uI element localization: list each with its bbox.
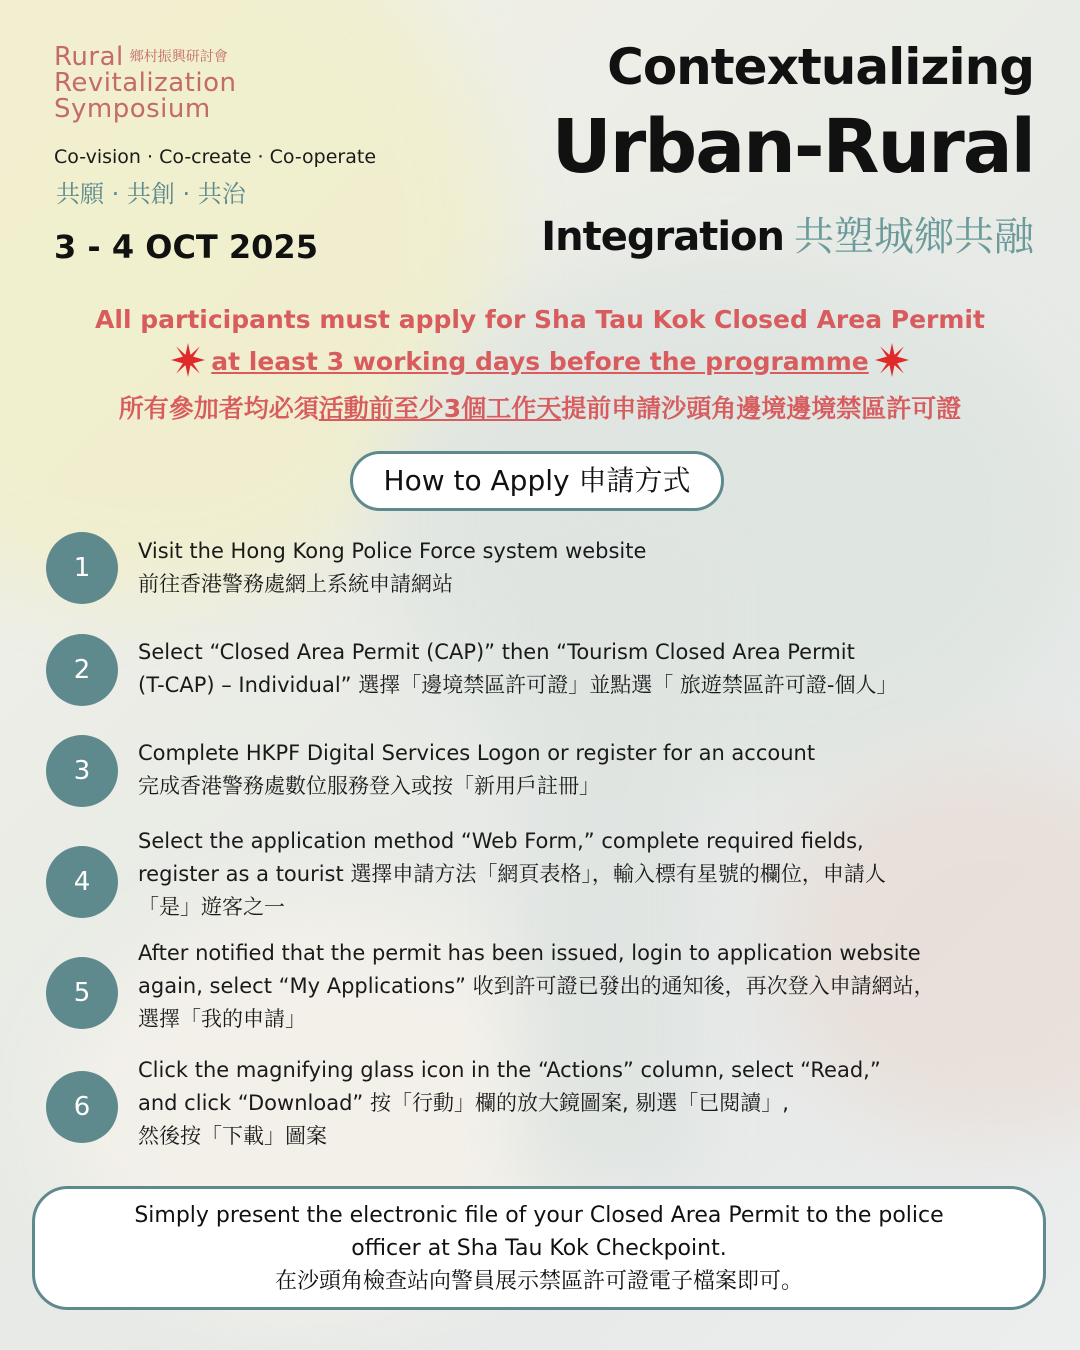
step-text: [138, 1054, 881, 1153]
permit-notice-line-2: [0, 343, 1080, 377]
step-text: [138, 535, 646, 601]
step-text-line: Select “Closed Area Permit (CAP)” then “Tourism Closed Area Permit: [138, 640, 855, 664]
tagline-chinese: 共願 · 共創 · 共治: [56, 180, 246, 208]
step-number-badge: 5: [46, 957, 118, 1029]
step-text: [138, 737, 815, 803]
how-to-apply-heading: How to Apply 申請方式: [350, 451, 724, 511]
step-number-badge: 6: [46, 1071, 118, 1143]
tagline-english: Co-vision · Co-create · Co-operate: [54, 146, 377, 168]
step-text-line: Visit the Hong Kong Police Force system website: [138, 539, 647, 563]
notice-chinese-part-1: 所有參加者均必須: [118, 394, 319, 423]
step-number-badge: 1: [46, 532, 118, 604]
step-text-line: (T-CAP) – Individual” 選擇「邊境禁區許可證」並點選「 旅遊禁區許可證-個人」: [138, 673, 898, 697]
step-number-badge: 4: [46, 846, 118, 918]
logo-line-1: [54, 44, 236, 70]
event-date: 3 - 4 OCT 2025: [54, 228, 318, 266]
step-text-line: After notified that the permit has been issued, login to application website: [138, 941, 921, 965]
permit-deadline-text: at least 3 working days before the programme: [211, 347, 869, 376]
permit-notice-chinese: [0, 389, 1080, 425]
step-text-line: 前往香港警務處網上系統申請網站: [138, 572, 453, 596]
step-text-line: 「是」遊客之一: [138, 895, 285, 919]
step-text-line: again, select “My Applications” 收到許可證已發出的通知後，再次登入申請網站，: [138, 974, 935, 998]
permit-notice-line-1: All participants must apply for Sha Tau Kok Closed Area Permit: [95, 305, 985, 334]
logo-line-3: Symposium: [54, 94, 211, 124]
step-number-badge: 3: [46, 735, 118, 807]
footer-line-1: Simply present the electronic file of your Closed Area Permit to the police: [134, 1203, 944, 1228]
checkpoint-instruction-box: [32, 1186, 1046, 1310]
step-text: [138, 937, 935, 1036]
headline-line-2: Urban-Rural: [551, 104, 1034, 190]
step-text-line: register as a tourist 選擇申請方法「網頁表格」，輸入標有星號的欄位，申請人: [138, 862, 886, 886]
step-text-line: Complete HKPF Digital Services Logon or register for an account: [138, 741, 816, 765]
logo-chinese-name: 鄉村振興研討會: [129, 49, 228, 65]
footer-line-3: 在沙頭角檢查站向警員展示禁區許可證電子檔案即可。: [274, 1269, 803, 1294]
headline-line-1: Contextualizing: [607, 38, 1034, 96]
red-starburst-icon: [171, 343, 205, 377]
headline-line-3: [541, 205, 1034, 262]
footer-line-2: officer at Sha Tau Kok Checkpoint.: [351, 1236, 727, 1261]
symposium-logo: [54, 44, 236, 122]
step-text: [138, 825, 886, 924]
step-text-line: Select the application method “Web Form,” complete required fields,: [138, 829, 864, 853]
step-text: [138, 636, 897, 702]
step-text-line: Click the magnifying glass icon in the “Actions” column, select “Read,”: [138, 1058, 881, 1082]
step-text-line: and click “Download” 按「行動」欄的放大鏡圖案, 剔選「已閱讀」,: [138, 1091, 789, 1115]
headline-chinese: 共塑城鄉共融: [794, 214, 1034, 260]
notice-chinese-part-2: 提前申請沙頭角邊境邊境禁區許可證: [561, 394, 962, 423]
step-number-badge: 2: [46, 634, 118, 706]
notice-chinese-deadline: 活動前至少3個工作天: [318, 394, 562, 423]
logo-line-2: Revitalization: [54, 68, 237, 98]
step-text-line: 完成香港警務處數位服務登入或按「新用戶註冊」: [138, 774, 600, 798]
step-text-line: 然後按「下載」圖案: [138, 1124, 327, 1148]
logo-word-rural: Rural: [54, 42, 124, 72]
step-text-line: 選擇「我的申請」: [138, 1007, 306, 1031]
red-starburst-icon: [875, 343, 909, 377]
headline-english: Integration: [541, 214, 784, 260]
